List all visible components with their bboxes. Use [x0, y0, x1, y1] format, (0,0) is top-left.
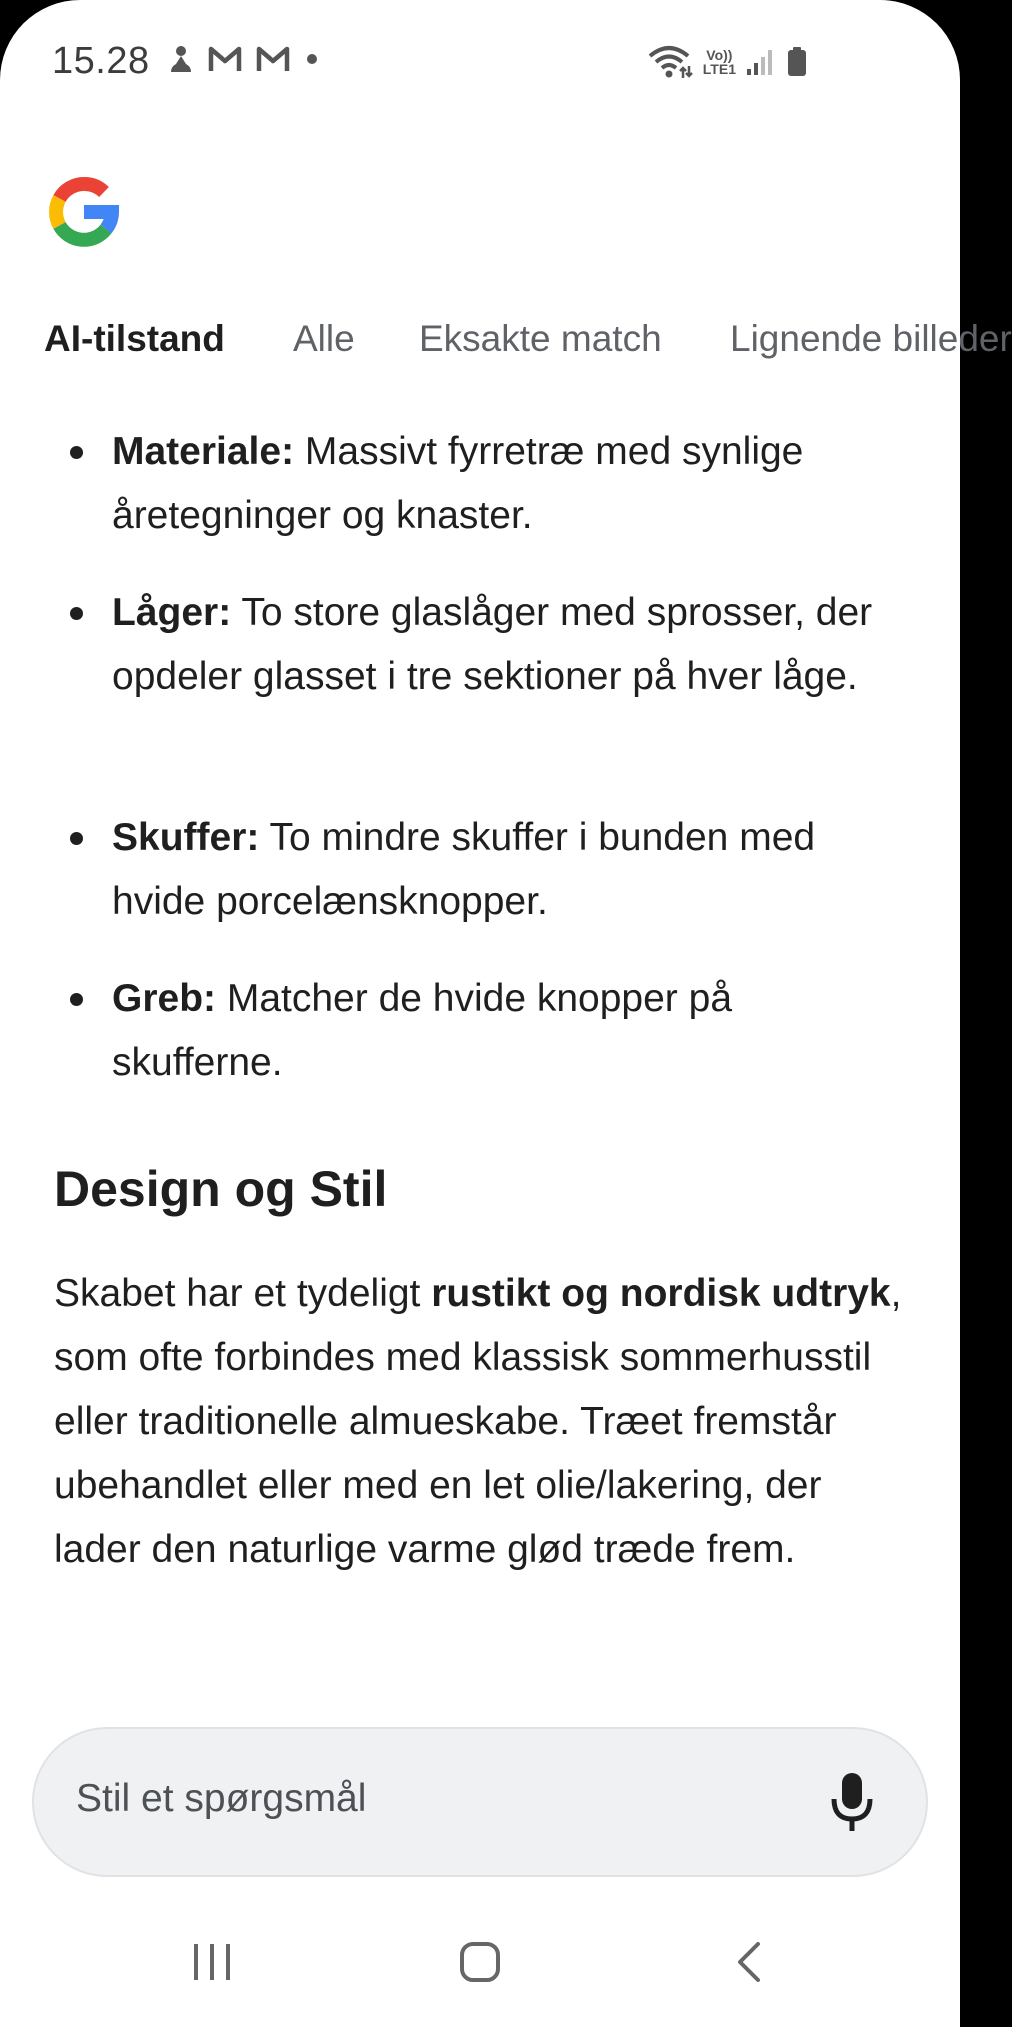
list-item [112, 581, 912, 709]
gmail-icon [256, 45, 290, 73]
battery-icon [786, 46, 808, 78]
navigation-bar [0, 1920, 960, 2027]
bullet-dot [70, 832, 83, 845]
tab-exact-match[interactable]: Eksakte match [419, 318, 662, 359]
list-item-term: Skuffer: [112, 816, 260, 859]
list-item-term: Låger: [112, 591, 232, 634]
notification-app-icon [168, 44, 194, 74]
list-item [112, 806, 912, 934]
list-item-text: Matcher de hvide knopper på skufferne. [112, 977, 733, 1084]
wifi-icon [647, 44, 693, 80]
tab-similar-images[interactable]: Lignende billeder [730, 318, 1012, 359]
list-item-text: To mindre skuffer i bunden med hvide porcelænsknopper. [112, 816, 816, 923]
lte-label: LTE1 [702, 61, 736, 77]
volte-indicator [703, 48, 736, 76]
tab-ai-mode[interactable]: AI-tilstand [44, 318, 225, 359]
list-item-text: To store glaslåger med sprosser, der opdeler glasset i tre sektioner på hver låge. [112, 591, 873, 698]
paragraph-emphasis: rustikt og nordisk udtryk [431, 1272, 891, 1315]
mic-icon[interactable] [828, 1771, 876, 1835]
bullet-dot [70, 446, 83, 459]
list-item [112, 420, 912, 548]
section-heading: Design og Stil [54, 1161, 388, 1217]
list-item-text: Massivt fyrretræ med synlige åretegninger og knaster. [112, 430, 804, 537]
tab-all[interactable]: Alle [293, 318, 355, 359]
ask-input-placeholder: Stil et spørgsmål [76, 1777, 367, 1820]
paragraph-text: Skabet har et tydeligt [54, 1272, 432, 1315]
ask-input[interactable] [32, 1727, 928, 1877]
bullet-dot [70, 607, 83, 620]
recent-apps-icon[interactable] [190, 1940, 234, 1984]
status-bar [0, 0, 960, 120]
gmail-icon [208, 45, 242, 73]
list-item-term: Greb: [112, 977, 217, 1020]
list-item [112, 967, 912, 1095]
status-left-icons [168, 44, 320, 74]
search-tabs [0, 310, 1012, 370]
google-logo[interactable] [44, 172, 124, 252]
status-right-icons [647, 44, 808, 80]
signal-strength-icon [746, 47, 776, 77]
paragraph-text: , som ofte forbindes med klassisk sommerhusstil eller traditionelle almueskabe. Træet fremstår ubehandlet eller med en let olie/lakering, der lader den naturlige varme glød træde frem. [54, 1272, 902, 1571]
home-icon[interactable] [458, 1940, 502, 1984]
list-item-term: Materiale: [112, 430, 295, 473]
more-notifications-dot-icon [304, 51, 320, 67]
volte-label: Vo)) [706, 47, 733, 63]
section-paragraph [54, 1262, 914, 1582]
status-time: 15.28 [52, 40, 150, 82]
back-icon[interactable] [734, 1940, 764, 1984]
bullet-dot [70, 993, 83, 1006]
